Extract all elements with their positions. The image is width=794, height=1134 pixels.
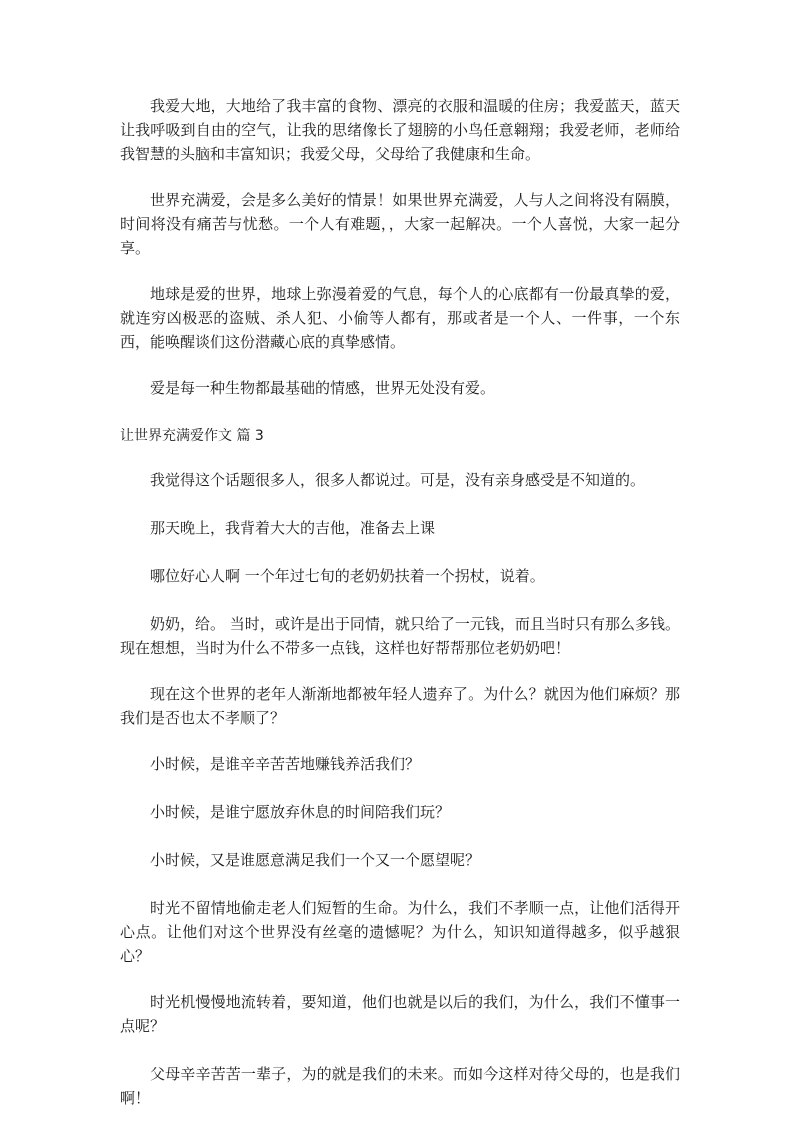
- paragraph-that-night: 那天晚上，我背着大大的吉他，准备去上课: [150, 519, 436, 537]
- paragraph-childhood-3: 小时候，又是谁愿意满足我们一个又一个愿望呢？: [150, 851, 481, 869]
- paragraph-parents: 父母辛辛苦苦一辈子，为的就是我们的未来。而如今这样对待父母的，也是我们啊！: [120, 1065, 680, 1107]
- paragraph-old-woman: 哪位好心人啊 一个年过七旬的老奶奶扶着一个拐杖，说着。: [150, 567, 545, 585]
- paragraph-time-steals: 时光不留情地偷走老人们短暂的生命。为什么，我们不孝顺一点，让他们活得开心点。让他们对这个世界没有丝毫的遗憾呢？为什么，知识知道得越多，似乎越狠心？: [120, 899, 680, 965]
- paragraph-topic: 我觉得这个话题很多人，很多人都说过。可是，没有亲身感受是不知道的。: [150, 471, 646, 489]
- section-heading: 让世界充满爱作文 篇 3: [120, 428, 264, 444]
- paragraph-elderly-abandoned: 现在这个世界的老年人渐渐地都被年轻人遗弃了。为什么？就因为他们麻烦？那我们是否也太不孝顺了？: [120, 685, 680, 727]
- paragraph-earth-world-of-love: 地球是爱的世界，地球上弥漫着爱的气息，每个人的心底都有一份最真挚的爱，就连穷凶极恶的盗贼、杀人犯、小偷等人都有，那或者是一个人、一件事，一个东西，能唤醒谈们这份潜藏心底的真挚感情。: [120, 285, 680, 351]
- paragraph-childhood-2: 小时候，是谁宁愿放弃休息的时间陪我们玩？: [150, 803, 451, 821]
- paragraph-time-machine: 时光机慢慢地流转着，要知道，他们也就是以后的我们，为什么，我们不懂事一点呢？: [120, 993, 680, 1035]
- paragraph-grandma-give: 奶奶，给。 当时，或许是出于同情，就只给了一元钱，而且当时只有那么多钱。现在想想，当时为什么不带多一点钱，这样也好帮帮那位老奶奶吧！: [120, 615, 680, 657]
- document-page: [120, 94, 680, 1134]
- paragraph-childhood-1: 小时候，是谁辛辛苦苦地赚钱养活我们？: [150, 755, 421, 773]
- paragraph-world-full-of-love: 世界充满爱，会是多么美好的情景！如果世界充满爱，人与人之间将没有隔膜，时间将没有痛苦与忧愁。一个人有难题，，大家一起解决。一个人喜悦，大家一起分享。: [120, 191, 680, 257]
- paragraph-basic-emotion: 爱是每一种生物都最基础的情感，世界无处没有爱。: [150, 379, 496, 397]
- paragraph-love-earth: 我爱大地，大地给了我丰富的食物、漂亮的衣服和温暖的住房；我爱蓝天，蓝天让我呼吸到自由的空气，让我的思绪像长了翅膀的小鸟任意翱翔；我爱老师，老师给我智慧的头脑和丰富知识；我爱父母，父母给了我健康和生命。: [120, 97, 680, 163]
